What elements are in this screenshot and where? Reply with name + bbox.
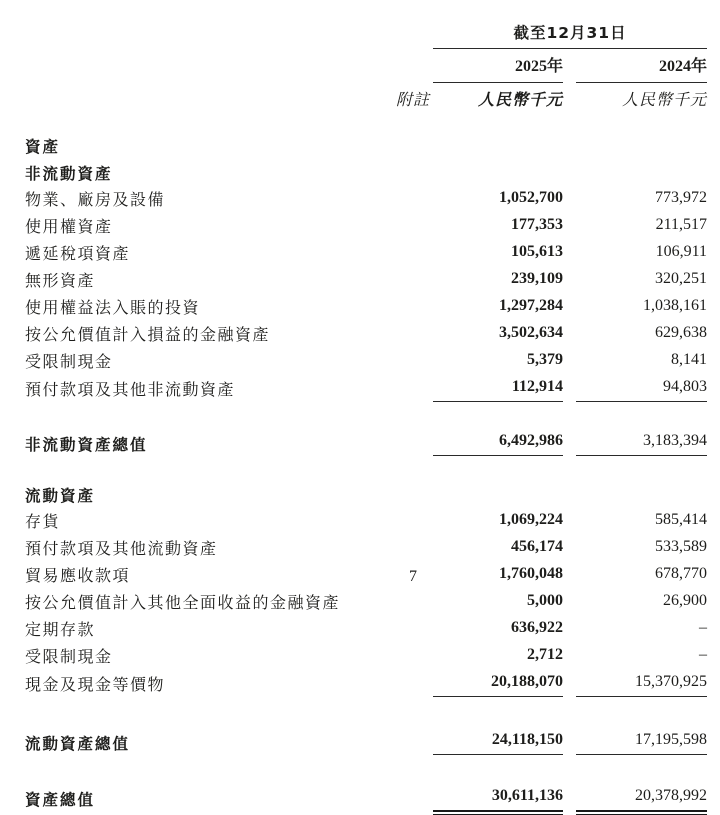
header-units-row bbox=[0, 83, 720, 116]
row-note bbox=[393, 185, 433, 212]
value-2025: 2,712 bbox=[527, 646, 563, 663]
row-note bbox=[393, 507, 433, 534]
table-row bbox=[0, 347, 720, 374]
row-label: 使用權益法入賬的投資 bbox=[25, 300, 201, 317]
row-label: 現金及現金等價物 bbox=[25, 676, 166, 694]
value-2024: – bbox=[699, 619, 708, 636]
row-note bbox=[393, 293, 433, 320]
value-2025: 1,052,700 bbox=[499, 189, 563, 206]
table-row bbox=[0, 561, 720, 588]
value-2025: 177,353 bbox=[511, 216, 563, 233]
row-label: 物業、廠房及設備 bbox=[25, 192, 166, 209]
table-row bbox=[0, 239, 720, 266]
value-2024: – bbox=[699, 646, 708, 663]
value-2025: 6,492,986 bbox=[433, 426, 563, 456]
value-2025: 112,914 bbox=[433, 374, 563, 402]
row-label: 按公允價值計入其他全面收益的金融資產 bbox=[25, 595, 341, 612]
table-row bbox=[0, 293, 720, 320]
value-2024: 773,972 bbox=[655, 189, 708, 206]
value-2025: 239,109 bbox=[511, 270, 563, 287]
value-2025: 105,613 bbox=[511, 243, 563, 260]
value-2024: 533,589 bbox=[655, 538, 708, 555]
row-label: 存貨 bbox=[25, 514, 61, 531]
table-row bbox=[0, 212, 720, 239]
row-note bbox=[393, 320, 433, 347]
row-label: 按公允價值計入損益的金融資產 bbox=[25, 327, 271, 344]
value-2024: 20,378,992 bbox=[576, 781, 707, 811]
value-2024: 1,038,161 bbox=[643, 297, 708, 314]
row-note bbox=[393, 534, 433, 561]
table-row bbox=[0, 507, 720, 534]
unit-2024-label: 人民幣千元 bbox=[622, 92, 708, 109]
row-label: 使用權資產 bbox=[25, 219, 113, 236]
table-row bbox=[0, 185, 720, 212]
value-2024: 629,638 bbox=[655, 324, 708, 341]
value-2025: 456,174 bbox=[511, 538, 563, 555]
value-2024: 320,251 bbox=[655, 270, 708, 287]
value-2025: 24,118,150 bbox=[433, 725, 563, 755]
period-label: 截至12月31日 bbox=[433, 14, 707, 49]
row-note bbox=[393, 239, 433, 266]
section-row-noncurrent-assets bbox=[0, 158, 720, 185]
spacer bbox=[0, 115, 720, 131]
table-row bbox=[0, 588, 720, 615]
row-note bbox=[393, 669, 433, 697]
spacer bbox=[0, 402, 720, 427]
value-2025: 636,922 bbox=[511, 619, 563, 636]
row-note: 7 bbox=[409, 568, 417, 585]
table-row bbox=[0, 320, 720, 347]
year-2025-label: 2025年 bbox=[433, 49, 563, 83]
unit-2025-label: 人民幣千元 bbox=[477, 92, 563, 109]
value-2024: 17,195,598 bbox=[576, 725, 707, 755]
spacer bbox=[0, 456, 720, 481]
total-row-current-assets bbox=[0, 725, 720, 755]
value-2024: 94,803 bbox=[576, 374, 707, 402]
balance-sheet-table bbox=[0, 14, 720, 812]
row-label: 預付款項及其他非流動資產 bbox=[25, 381, 236, 399]
row-label: 定期存款 bbox=[25, 622, 96, 639]
value-2025: 30,611,136 bbox=[433, 781, 563, 811]
value-2025: 1,760,048 bbox=[499, 565, 563, 582]
total-row-noncurrent-assets bbox=[0, 426, 720, 456]
value-2025: 5,000 bbox=[527, 592, 563, 609]
value-2025: 1,297,284 bbox=[499, 297, 563, 314]
table-row bbox=[0, 669, 720, 697]
value-2025: 5,379 bbox=[527, 351, 563, 368]
total-label: 流動資產總值 bbox=[25, 734, 131, 753]
row-note bbox=[393, 212, 433, 239]
table-row bbox=[0, 534, 720, 561]
header-period-row bbox=[0, 14, 720, 49]
row-note bbox=[393, 266, 433, 293]
value-2024: 211,517 bbox=[655, 216, 708, 233]
section-label: 資產 bbox=[25, 138, 61, 156]
row-note bbox=[393, 588, 433, 615]
value-2024: 26,900 bbox=[663, 592, 708, 609]
value-2024: 585,414 bbox=[655, 511, 708, 528]
value-2025: 20,188,070 bbox=[433, 669, 563, 697]
total-label: 資產總值 bbox=[25, 791, 96, 809]
row-label: 無形資產 bbox=[25, 273, 96, 290]
value-2024: 106,911 bbox=[655, 243, 708, 260]
row-note bbox=[393, 642, 433, 669]
value-2024: 8,141 bbox=[671, 351, 708, 368]
row-label: 預付款項及其他流動資產 bbox=[25, 541, 218, 558]
row-label: 遞延稅項資產 bbox=[25, 246, 131, 263]
spacer bbox=[0, 697, 720, 726]
section-label: 非流動資產 bbox=[25, 165, 113, 183]
row-label: 受限制現金 bbox=[25, 354, 113, 371]
table-row bbox=[0, 642, 720, 669]
total-label: 非流動資產總值 bbox=[25, 435, 148, 454]
grand-total-row-total-assets bbox=[0, 781, 720, 811]
row-note bbox=[393, 374, 433, 402]
value-2024: 678,770 bbox=[655, 565, 708, 582]
table-row bbox=[0, 374, 720, 402]
section-row-current-assets bbox=[0, 480, 720, 507]
row-note bbox=[393, 615, 433, 642]
spacer bbox=[0, 755, 720, 782]
table-row bbox=[0, 615, 720, 642]
value-2024: 15,370,925 bbox=[576, 669, 707, 697]
value-2024: 3,183,394 bbox=[576, 426, 707, 456]
row-label: 受限制現金 bbox=[25, 649, 113, 666]
section-label: 流動資產 bbox=[25, 487, 96, 505]
value-2025: 3,502,634 bbox=[499, 324, 563, 341]
row-note bbox=[393, 347, 433, 374]
row-label: 貿易應收款項 bbox=[25, 568, 131, 585]
table-row bbox=[0, 266, 720, 293]
year-2024-label: 2024年 bbox=[576, 49, 707, 83]
value-2025: 1,069,224 bbox=[499, 511, 563, 528]
header-years-row bbox=[0, 49, 720, 83]
note-column-label: 附註 bbox=[395, 92, 430, 109]
section-row-assets bbox=[0, 131, 720, 158]
